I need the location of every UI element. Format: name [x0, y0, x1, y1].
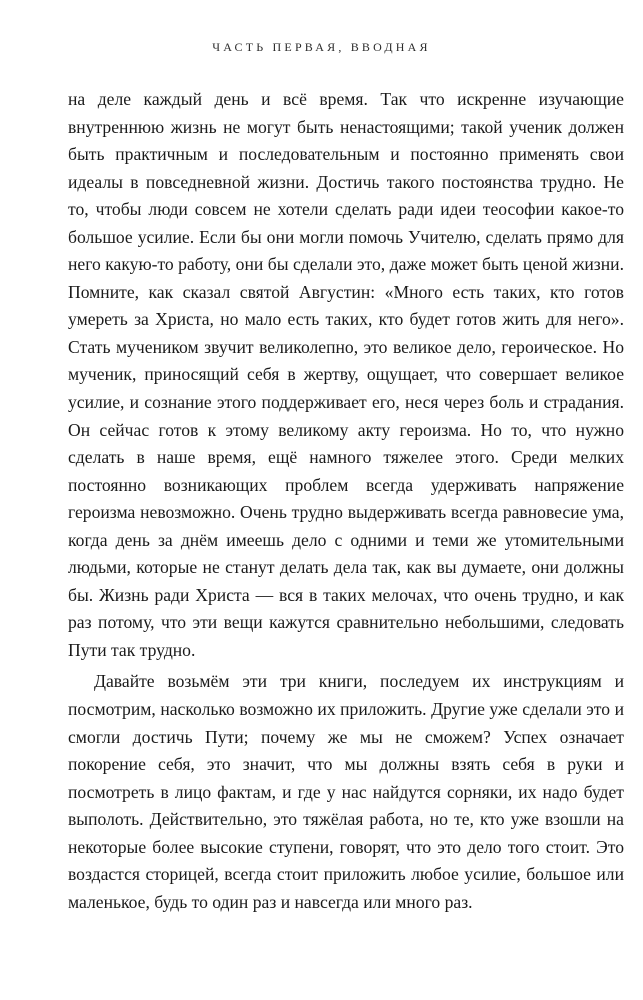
paragraph: Давайте возьмём эти три книги, последуем их инструкциям и посмотрим, насколько возможно их приложить. Другие уже сделали это и смогли достичь Пути; почему же мы не сможем? Успех означает покорение себя, это значит, что мы должны взять себя в руки и посмотреть в лицо фактам, и где у нас найдутся сорняки, их надо будет выполоть. Действительно, это тяжёлая работа, но те, кто уже взошли на некоторые более высокие ступени, говорят, что это дело того стоит. Это воздастся сторицей, всегда стоит приложить любое усилие, большое или маленькое, будь то один раз и навсегда или много раз. [68, 671, 624, 912]
running-head: ЧАСТЬ ПЕРВАЯ, ВВОДНАЯ [212, 40, 431, 54]
paragraph-continued: на деле каждый день и всё время. Так что искренне изучающие внутреннюю жизнь не могут быть ненастоящими; такой ученик должен быть практичным и последовательным и постоянно применять свои идеалы в повседневной жизни. Достичь такого постоянства трудно. Не то, чтобы люди совсем не хотели сделать ради идеи теософии какое-то большое усилие. Если бы они могли помочь Учителю, сделать прямо для него какую-то работу, они бы сделали это, даже может быть ценой жизни. Помните, как сказал святой Августин: «Много есть таких, кто готов умереть за Христа, но мало есть таких, кто будет готов жить для него». Стать мучеником звучит великолепно, это великое дело, героическое. Но мученик, приносящий себя в жертву, ощущает, что совершает великое усилие, и сознание этого поддерживает его, неся через боль и страдания. Он сейчас готов к этому великому акту героизма. Но то, что нужно сделать в наше время, ещё намного тяжелее этого. Среди мелких постоянно возникающих проблем всегда удерживать напряжение героизма невозможно. Очень трудно выдерживать всегда равновесие ума, когда день за днём имеешь дело с одними и теми же утомительными людьми, которые не станут делать дела так, как вы думаете, они должны бы. Жизнь ради Христа — вся в таких мелочах, что очень трудно, и как раз потому, что эти вещи кажутся сравнительно небольшими, следовать Пути так трудно. [68, 89, 624, 660]
body-text [68, 86, 624, 916]
